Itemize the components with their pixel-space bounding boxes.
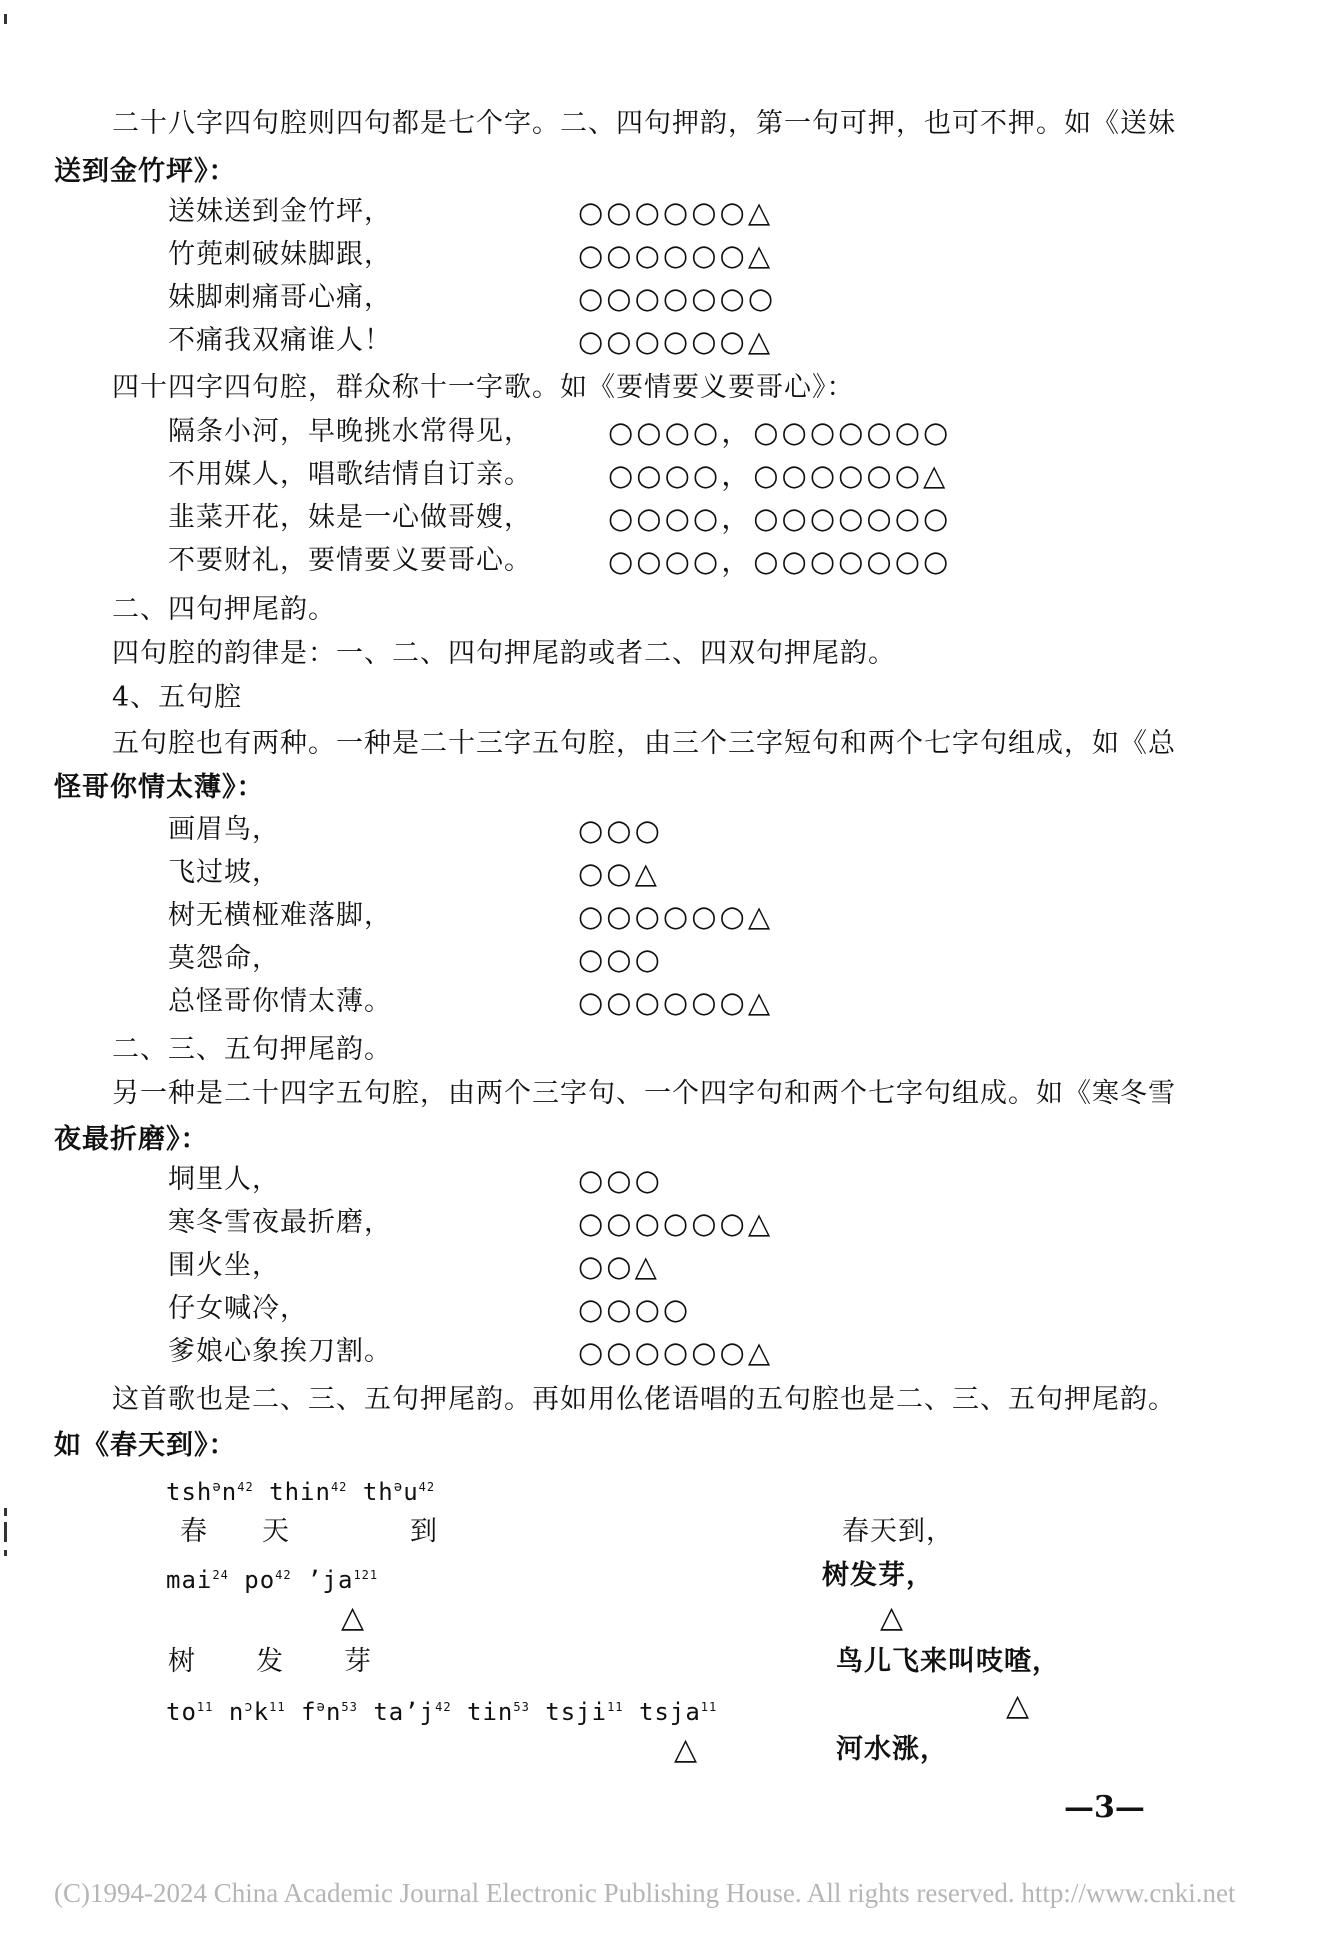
gloss-char: 芽 <box>344 1646 372 1677</box>
verse-line: 不用媒人，唱歌结情自订亲。 <box>168 459 532 490</box>
gloss-char: 发 <box>256 1646 284 1677</box>
rhyme-pattern: ○○○○○○△ <box>578 899 774 933</box>
copyright-footer: (C)1994-2024 China Academic Journal Electronic Publishing House. All rights reserved. http://www.cnki.net <box>54 1878 1236 1908</box>
scan-mark <box>4 14 7 24</box>
paragraph-line: 二、四句押尾韵。 <box>112 594 336 625</box>
phonetic-line: $tsh^ən^{42}$ thin$^{42}$ $th^əu^{42}$ <box>166 1478 436 1506</box>
gloss-char: 到 <box>410 1516 438 1547</box>
rhyme-mark: △ <box>880 1600 904 1635</box>
rhyme-pattern: ○○○○○○○ <box>578 281 777 315</box>
rhyme-pattern: ○○△ <box>578 1249 660 1283</box>
rhyme-pattern: ○○△ <box>578 856 660 890</box>
phonetic-line: $to^{11}$ $n^ɔk^{11}$ $f^ən^{53}$ taʼj$^{42}$ tin$^{53}$ tsji$^{11}$ tsja$^{11}$ <box>166 1698 718 1726</box>
rhyme-pattern: ○○○○○○△ <box>578 324 774 358</box>
rhyme-pattern: ○○○ <box>578 942 663 976</box>
paragraph-line: 夜最折磨》： <box>54 1124 209 1155</box>
translation-line: 树发芽， <box>822 1560 934 1591</box>
rhyme-pattern: ○○○○○○△ <box>578 238 774 272</box>
paragraph-line: 二十八字四句腔则四句都是七个字。二、四句押韵，第一句可押，也可不押。如《送妹 <box>112 108 1176 139</box>
section-heading: 4、五句腔 <box>112 682 243 713</box>
paragraph-line: 四十四字四句腔，群众称十一字歌。如《要情要义要哥心》： <box>112 372 855 403</box>
translation-line: 河水涨， <box>836 1734 948 1765</box>
verse-line: 爹娘心象挨刀割。 <box>168 1336 392 1367</box>
rhyme-pattern: ○○○○○○△ <box>578 1206 774 1240</box>
rhyme-pattern: ○○○○○○△ <box>578 1335 774 1369</box>
rhyme-pattern: ○○○○ <box>578 1292 692 1326</box>
rhyme-mark: △ <box>341 1600 365 1635</box>
gloss-char: 天 <box>262 1516 290 1547</box>
translation-line: 春天到， <box>842 1516 954 1547</box>
page-number: —3— <box>1064 1790 1145 1825</box>
rhyme-pattern: ○○○○○○△ <box>578 985 774 1019</box>
verse-line: 竹蔸刺破妹脚跟， <box>168 239 392 270</box>
paragraph-line: 二、三、五句押尾韵。 <box>112 1034 392 1065</box>
rhyme-mark: △ <box>674 1732 698 1767</box>
verse-line: 韭菜开花，妹是一心做哥嫂， <box>168 502 532 533</box>
verse-line: 总怪哥你情太薄。 <box>168 986 392 1017</box>
paragraph-line: 四句腔的韵律是：一、二、四句押尾韵或者二、四双句押尾韵。 <box>112 638 896 669</box>
rhyme-pattern: ○○○○，○○○○○○○ <box>608 415 952 449</box>
rhyme-pattern: ○○○ <box>578 1163 663 1197</box>
rhyme-pattern: ○○○○，○○○○○○○ <box>608 544 952 578</box>
verse-line: 垌里人， <box>168 1164 280 1195</box>
paragraph-line: 怪哥你情太薄》： <box>54 772 265 803</box>
paragraph-line: 这首歌也是二、三、五句押尾韵。再如用仫佬语唱的五句腔也是二、三、五句押尾韵。 <box>112 1384 1176 1415</box>
scan-mark <box>4 1508 7 1516</box>
paragraph-line: 如《春天到》： <box>54 1430 237 1461</box>
rhyme-pattern: ○○○○，○○○○○○○ <box>608 501 952 535</box>
verse-line: 树无横桠难落脚， <box>168 900 392 931</box>
paragraph-line: 另一种是二十四字五句腔，由两个三字句、一个四字句和两个七字句组成。如《寒冬雪 <box>112 1078 1176 1109</box>
scan-mark <box>4 1550 7 1556</box>
rhyme-mark: △ <box>1006 1688 1030 1723</box>
verse-line: 寒冬雪夜最折磨， <box>168 1207 392 1238</box>
verse-line: 隔条小河，早晚挑水常得见， <box>168 416 532 447</box>
verse-line: 不要财礼，要情要义要哥心。 <box>168 545 532 576</box>
verse-line: 画眉鸟， <box>168 814 280 845</box>
translation-line: 鸟儿飞来叫吱喳， <box>836 1646 1060 1677</box>
verse-line: 不痛我双痛谁人！ <box>168 325 392 356</box>
verse-line: 送妹送到金竹坪， <box>168 196 392 227</box>
verse-line: 莫怨命， <box>168 943 280 974</box>
gloss-char: 树 <box>168 1646 196 1677</box>
paragraph-line: 五句腔也有两种。一种是二十三字五句腔，由三个三字短句和两个七字句组成，如《总 <box>112 728 1176 759</box>
paragraph-line: 送到金竹坪》： <box>54 156 237 187</box>
phonetic-line: mai$^{24}$ $po^{42}$ ʼja$^{121}$ <box>166 1566 379 1594</box>
rhyme-pattern: ○○○○，○○○○○○△ <box>608 458 949 492</box>
rhyme-pattern: ○○○○○○△ <box>578 195 774 229</box>
verse-line: 妹脚刺痛哥心痛， <box>168 282 392 313</box>
verse-line: 仔女喊冷， <box>168 1293 308 1324</box>
gloss-char: 春 <box>180 1516 208 1547</box>
scan-mark <box>4 1522 7 1542</box>
verse-line: 围火坐， <box>168 1250 280 1281</box>
verse-line: 飞过坡， <box>168 857 280 888</box>
rhyme-pattern: ○○○ <box>578 813 663 847</box>
